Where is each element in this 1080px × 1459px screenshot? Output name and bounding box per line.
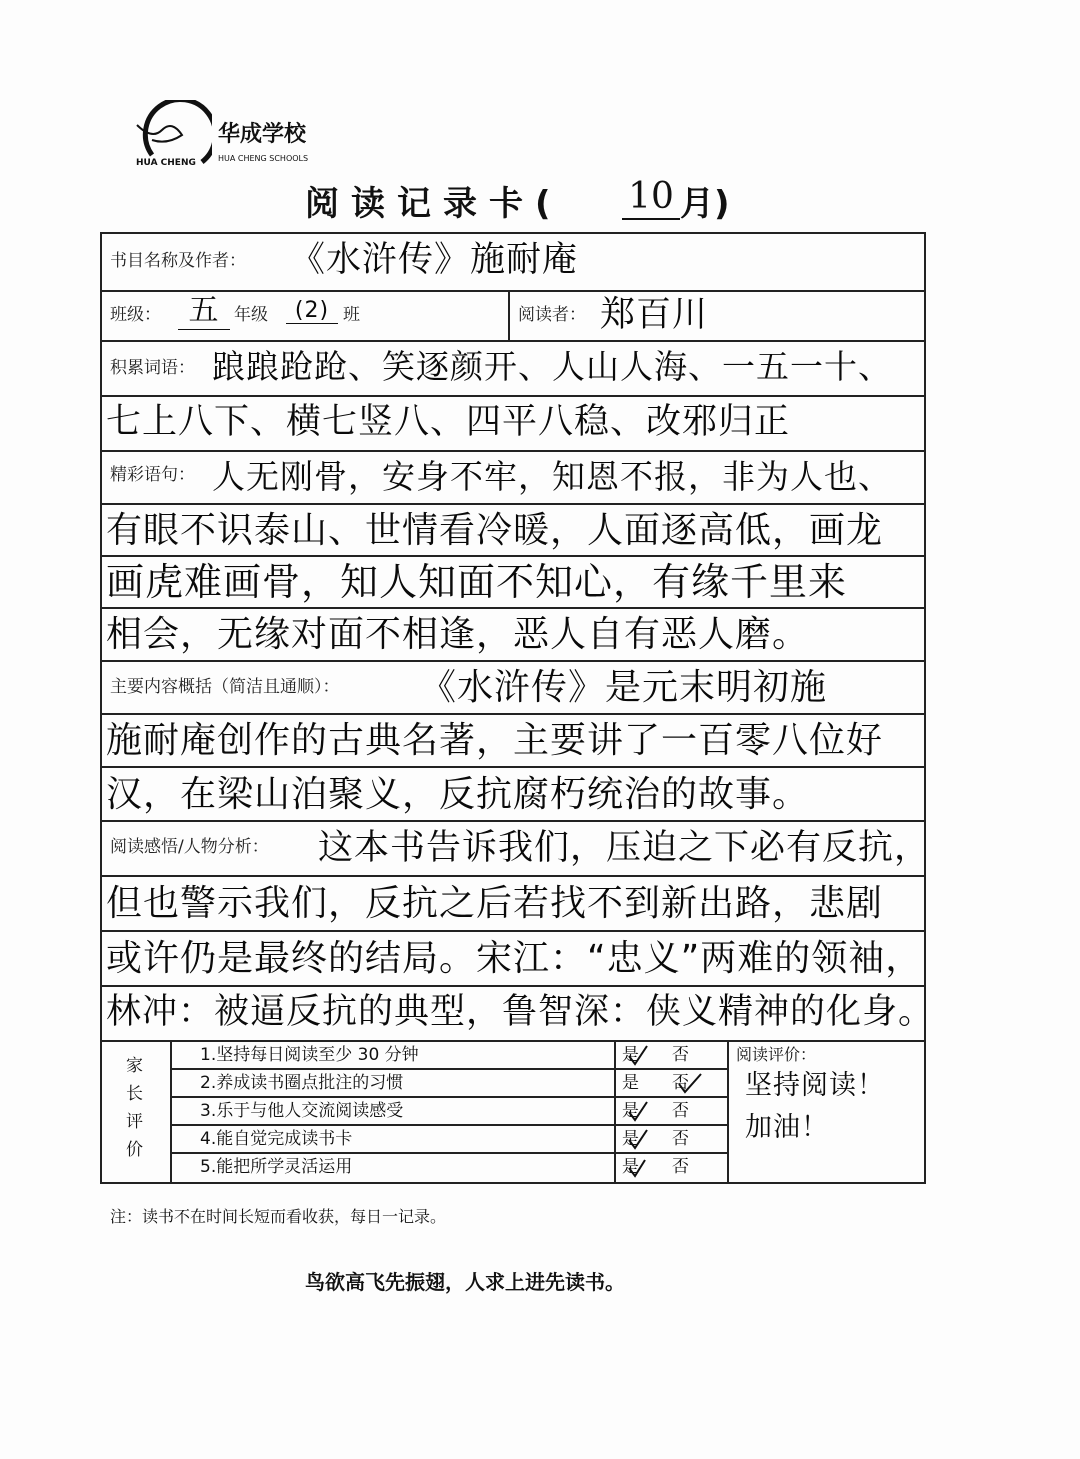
divider xyxy=(100,232,926,234)
reader-label: 阅读者： xyxy=(518,305,586,325)
logo-mark-text: HUA CHENG xyxy=(136,158,196,168)
comment-label: 阅读评价： xyxy=(736,1045,817,1064)
parent-item-text: 2.养成读书圈点批注的习惯 xyxy=(200,1073,404,1093)
divider xyxy=(100,660,926,662)
no-option[interactable]: 否 xyxy=(672,1129,689,1149)
divider xyxy=(100,290,926,292)
no-option-checked[interactable]: 否 xyxy=(672,1073,689,1093)
divider xyxy=(170,1040,172,1182)
comment-line: 坚持阅读！ xyxy=(745,1070,885,1101)
book-value: 《水浒传》施耐庵 xyxy=(290,240,579,280)
yes-option-checked[interactable]: 是 xyxy=(622,1129,639,1149)
divider xyxy=(100,1182,926,1184)
class-number: (2) xyxy=(286,298,338,324)
divider xyxy=(100,395,926,397)
divider xyxy=(100,555,926,557)
comment-line: 加油！ xyxy=(745,1112,829,1143)
sentence-line: 人无刚骨，安身不牢，知恩不报，非为人也、 xyxy=(212,457,892,496)
checkmark-icons xyxy=(615,1040,727,1182)
parent-item-text: 3.乐于与他人交流阅读感受 xyxy=(200,1101,404,1121)
sentence-line: 画虎难画骨，知人知面不知心，有缘千里来 xyxy=(106,560,848,604)
divider xyxy=(100,713,926,715)
parent-item-text: 1.坚持每日阅读至少 30 分钟 xyxy=(200,1045,419,1065)
yes-option-checked[interactable]: 是 xyxy=(622,1045,639,1065)
parent-item-text: 4.能自觉完成读书卡 xyxy=(200,1129,353,1149)
month-value: 10 xyxy=(622,176,680,220)
feelings-line: 或许仍是最终的结局。宋江：“忠义”两难的领袖， xyxy=(106,938,923,979)
no-option[interactable]: 否 xyxy=(672,1045,689,1065)
divider xyxy=(100,1040,926,1042)
divider xyxy=(100,930,926,932)
divider xyxy=(100,450,926,452)
sentences-label: 精彩语句： xyxy=(110,465,195,485)
divider xyxy=(100,607,926,609)
summary-line: 《水浒传》是元末明初施 xyxy=(420,667,828,708)
no-option[interactable]: 否 xyxy=(672,1101,689,1121)
border xyxy=(100,232,102,1184)
divider xyxy=(100,875,926,877)
divider xyxy=(727,1040,729,1182)
class-label: 班级： xyxy=(110,305,161,325)
motto: 鸟欲高飞先振翅，人求上进先读书。 xyxy=(305,1270,625,1294)
feelings-line: 这本书告诉我们，压迫之下必有反抗， xyxy=(318,828,931,868)
divider xyxy=(100,340,926,342)
parent-item-text: 5.能把所学灵活运用 xyxy=(200,1157,353,1177)
feelings-line: 林冲：被逼反抗的典型，鲁智深：侠义精神的化身。 xyxy=(106,992,935,1032)
book-label: 书目名称及作者： xyxy=(110,251,246,271)
school-name-en: HUA CHENG SCHOOLS xyxy=(218,154,309,163)
title-end: 月) xyxy=(680,184,730,224)
sentence-line: 相会，无缘对面不相逢，恶人自有恶人磨。 xyxy=(106,614,810,655)
yes-option-checked[interactable]: 是 xyxy=(622,1157,639,1177)
feelings-line: 但也警示我们，反抗之后若找不到新出路，悲剧 xyxy=(106,883,884,924)
reader-name: 郑百川 xyxy=(600,295,709,335)
border xyxy=(924,232,926,1184)
summary-label: 主要内容概括（简洁且通顺）： xyxy=(110,677,340,697)
yes-option[interactable]: 是 xyxy=(622,1073,639,1093)
divider xyxy=(100,503,926,505)
school-name: 华成学校 xyxy=(218,122,307,147)
words-line: 七上八下、横七竖八、四平八稳、改邪归正 xyxy=(106,402,791,442)
divider xyxy=(100,985,926,987)
page-title: 阅读记录卡( xyxy=(305,184,563,224)
footnote: 注：读书不在时间长短而看收获，每日一记录。 xyxy=(110,1207,447,1226)
no-option[interactable]: 否 xyxy=(672,1157,689,1177)
grade-value: 五 xyxy=(178,294,230,330)
class-suffix: 班 xyxy=(343,305,360,325)
feelings-label: 阅读感悟/人物分析： xyxy=(110,837,269,857)
yes-option-checked[interactable]: 是 xyxy=(622,1101,639,1121)
divider xyxy=(100,766,926,768)
sentence-line: 有眼不识泰山、世情看冷暖，人面逐高低，画龙 xyxy=(106,510,884,551)
words-line: 踉踉跄跄、笑逐颜开、人山人海、一五一十、 xyxy=(212,347,892,386)
grade-suffix: 年级 xyxy=(234,305,268,325)
words-label: 积累词语： xyxy=(110,358,195,378)
parent-eval-label: 家长评价 xyxy=(126,1056,143,1160)
summary-line: 施耐庵创作的古典名著，主要讲了一百零八位好 xyxy=(106,720,884,761)
divider xyxy=(100,820,926,822)
divider xyxy=(508,290,510,340)
summary-line: 汉，在梁山泊聚义，反抗腐朽统治的故事。 xyxy=(106,774,810,815)
